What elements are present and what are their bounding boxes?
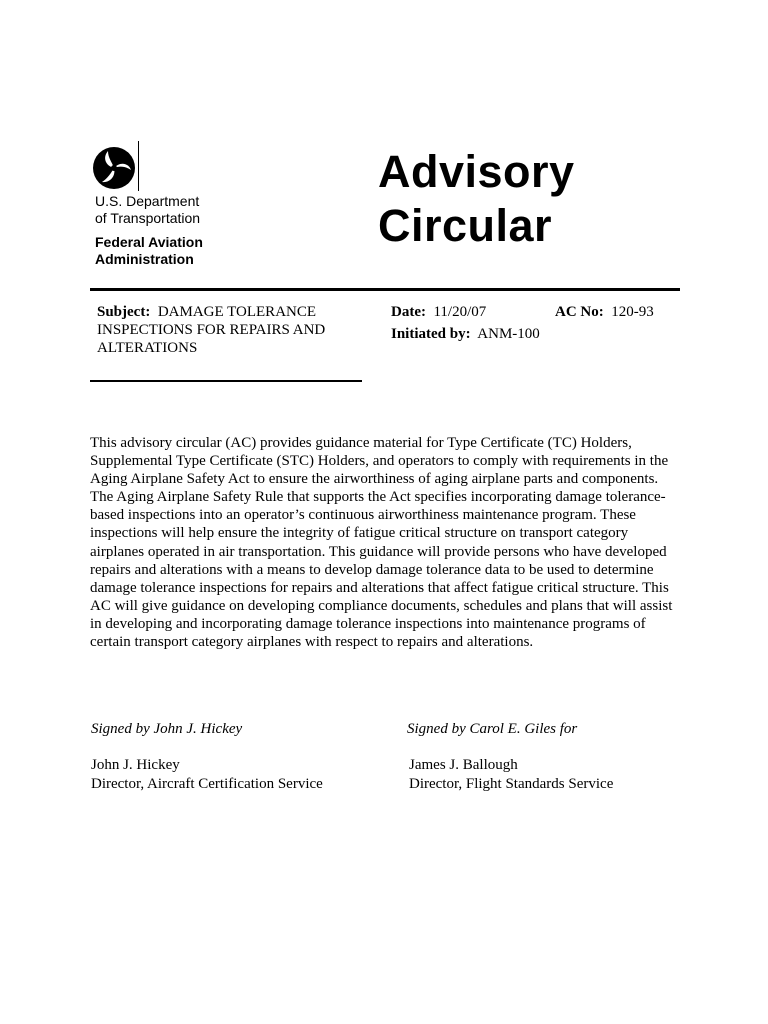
left-signer-title: Director, Aircraft Certification Service: [91, 776, 323, 792]
subject-line-3: ALTERATIONS: [97, 340, 198, 356]
document-title-line-2: Circular: [378, 200, 553, 251]
body-paragraph: This advisory circular (AC) provides guidance material for Type Certificate (TC) Holders, Supplemental Type Certificate (STC) Holders, and operators to comply with requirements in the Aging Airplane Safety Act to ensure the airworthiness of aging airplane parts and components. The Aging Airplane Safety Rule that supports the Act specifies incorporating damage tolerance-based inspections into an operator’s continuous airworthiness maintenance program. These inspections will help ensure the integrity of fatigue critical structure on transport category airplanes operated in air transportation. This guidance will provide persons who have developed repairs and alterations with a means to develop damage tolerance data to be used to determine damage tolerance inspections for repairs and alterations that affect fatigue critical structure. This AC will give guidance on developing compliance documents, schedules and plans that will assist in developing and incorporating damage tolerance inspections into maintenance programs of certain transport category airplanes with respect to repairs and alterations.: [90, 435, 673, 651]
ac-number-label: AC No:: [555, 304, 604, 320]
initiated-by-label: Initiated by:: [391, 326, 471, 342]
subject-line-1: [97, 303, 316, 321]
initiated-by-field: [391, 325, 540, 343]
subject-value: DAMAGE TOLERANCE: [157, 304, 317, 320]
left-signed-line: Signed by John J. Hickey: [91, 721, 243, 737]
left-signer-name: John J. Hickey: [91, 757, 180, 773]
document-title-line-1: Advisory: [378, 146, 575, 197]
dot-triskelion-logo-icon: [92, 146, 136, 190]
date-field: [391, 303, 486, 321]
subject-line-2: INSPECTIONS FOR REPAIRS AND: [97, 322, 326, 338]
agency-line-1: Federal Aviation: [95, 234, 203, 250]
department-line-1: U.S. Department: [95, 193, 200, 209]
header-rule: [90, 288, 680, 291]
agency-line-2: Administration: [95, 251, 194, 267]
subject-rule: [90, 380, 362, 382]
header-divider: [138, 141, 139, 191]
subject-label: Subject:: [97, 304, 151, 320]
right-signer-title: Director, Flight Standards Service: [409, 776, 614, 792]
ac-number-field: [555, 303, 654, 321]
initiated-by-value: ANM-100: [477, 326, 540, 342]
right-signer-name: James J. Ballough: [409, 757, 518, 773]
date-value: 11/20/07: [433, 304, 487, 320]
date-label: Date:: [391, 304, 426, 320]
right-signed-line: Signed by Carol E. Giles for: [407, 721, 578, 737]
ac-number-value: 120-93: [611, 304, 654, 320]
department-line-2: of Transportation: [95, 210, 201, 226]
